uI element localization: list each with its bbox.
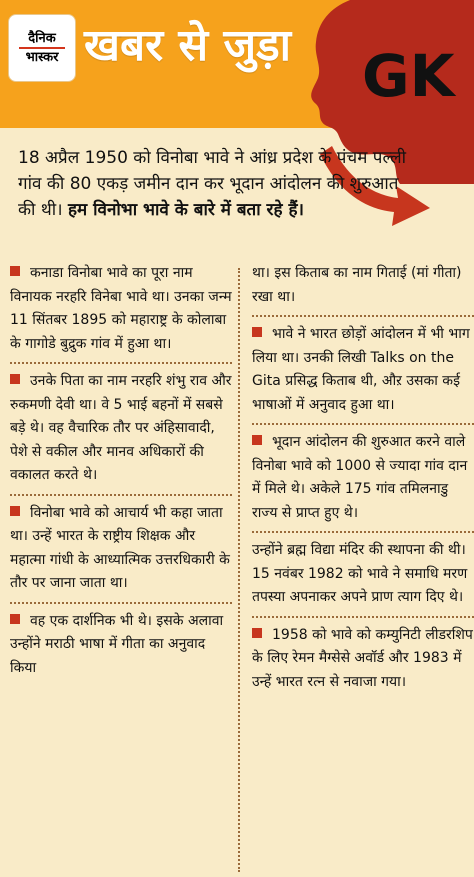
- columns: [0, 262, 474, 877]
- dotted-separator: [10, 362, 232, 364]
- bullet-square-icon: [252, 628, 262, 638]
- fact-item: [252, 323, 474, 417]
- dotted-separator: [252, 531, 474, 533]
- bullet-square-icon: [252, 327, 262, 337]
- right-column: [252, 262, 474, 694]
- fact-item: [252, 539, 474, 610]
- fact-text: वह एक दार्शनिक भी थे। इसके अलावा उन्होंने मराठी भाषा में गीता का अनुवाद किया: [10, 612, 224, 676]
- dotted-separator: [10, 494, 232, 496]
- fact-item: [10, 262, 232, 356]
- left-column: [10, 262, 232, 680]
- fact-item: [252, 431, 474, 525]
- dotted-separator: [10, 602, 232, 604]
- gk-badge: GK: [362, 42, 455, 110]
- bullet-square-icon: [10, 374, 20, 384]
- fact-item: [252, 624, 474, 695]
- dotted-separator: [252, 315, 474, 317]
- intro-bold-text: हम विनोभा भावे के बारे में बता रहे हैं।: [67, 200, 304, 220]
- fact-item: [10, 610, 232, 681]
- bullet-square-icon: [10, 506, 20, 516]
- fact-item: [10, 370, 232, 488]
- logo-line1: दैनिक: [28, 31, 56, 46]
- bullet-square-icon: [252, 435, 262, 445]
- fact-text: उन्होंने ब्रह्म विद्या मंदिर की स्थापना की थी। 15 नवंबर 1982 को भावे ने समाधि मरण तपस्या अपनाकर अपने प्राण त्याग दिए थे।: [252, 542, 468, 605]
- bullet-square-icon: [10, 266, 20, 276]
- fact-text: कनाडा विनोबा भावे का पूरा नाम विनायक नरहरि विनेबा भावे था। उनका जन्म 11 सिंतबर 1895 को महाराष्ट्र के कोलाबा के गागोडे बुद्रुक गांव में हुआ था।: [10, 265, 232, 352]
- intro-paragraph: [18, 145, 418, 223]
- dotted-separator: [252, 423, 474, 425]
- logo-line2: भास्कर: [25, 50, 59, 65]
- fact-item: [10, 502, 232, 596]
- fact-text: भूदान आंदोलन की शुरुआत करने वाले विनोबा भावे को 1000 से ज्यादा गांव दान में मिले थे। अकेले 175 गांव तमिलनाडु राज्य से प्राप्त हुए थे।: [252, 434, 468, 521]
- fact-text: विनोबा भावे को आचार्य भी कहा जाता था। उन्हें भारत के राष्ट्रीय शिक्षक और महात्मा गांधी के आध्यात्मिक उत्तरधिकारी के तौर पर जाना जाता था।: [10, 504, 230, 591]
- intro-text: 18 अप्रैल 1950 को विनोबा भावे ने आंध्र प्रदेश के पंचम पल्ली गांव की 80 एकड़ जमीन दान कर भूदान आंदोलन की शुरुआत की थी।: [18, 148, 407, 220]
- fact-text: उनके पिता का नाम नरहरि शंभु राव और रुकमणी देवी था। वे 5 भाई बहनों में सबसे बड़े थे। वह वैचारिक तौर पर अंहिसावादी, पेशे से वकील और मानव अधिकारों की वकालत करते थे।: [10, 373, 232, 483]
- headline: खबर से जुड़ा: [84, 20, 292, 71]
- dotted-separator: [252, 616, 474, 618]
- bullet-square-icon: [10, 614, 20, 624]
- fact-text: भावे ने भारत छोड़ों आंदोलन में भी भाग लिया था। उनकी लिखी Talks on the Gita प्रसिद्ध किताब थी, औऱ उसका कई भाषाओं में अनुवाद हुआ था।: [252, 326, 470, 413]
- fact-continuation: [252, 262, 474, 309]
- fact-text: था। इस किताब का नाम गिताई (मां गीता) रखा था।: [252, 265, 462, 305]
- fact-text: 1958 को भावे को कम्युनिटी लीडरशिप के लिए रेमन मैग्सेसे अवॉर्ड और 1983 में उन्हें भारत रत्न से नवाजा गया।: [252, 626, 473, 690]
